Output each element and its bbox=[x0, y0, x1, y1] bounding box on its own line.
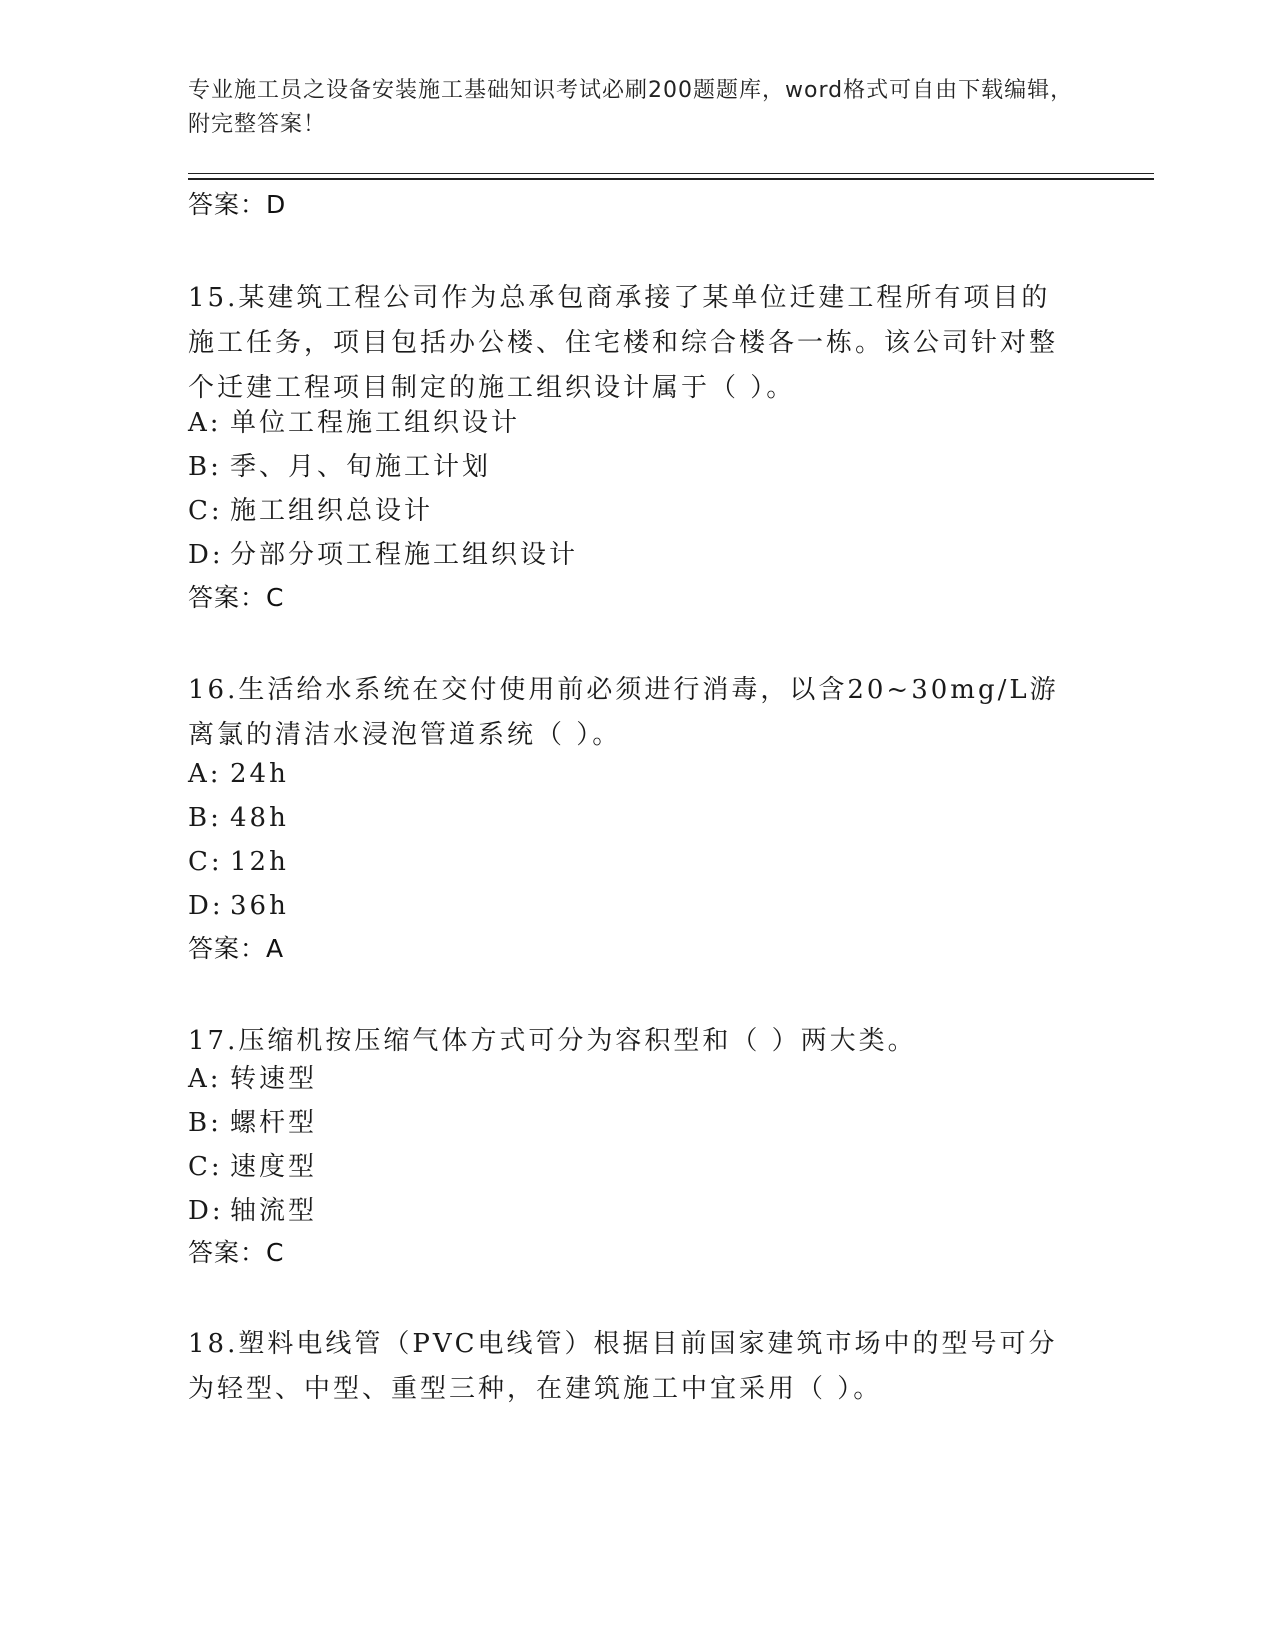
option-text: 36h bbox=[230, 891, 289, 921]
question-17: 17.压缩机按压缩气体方式可分为容积型和（ ）两大类。 bbox=[188, 1026, 917, 1056]
option-d bbox=[188, 889, 289, 923]
header-divider-bottom bbox=[188, 178, 1154, 180]
option-b bbox=[188, 801, 289, 835]
option-a bbox=[188, 1062, 317, 1096]
option-text: 24h bbox=[230, 759, 289, 789]
option-key: A: bbox=[188, 1064, 222, 1094]
answer-15: 答案：C bbox=[188, 583, 285, 612]
question-15: 15.某建筑工程公司作为总承包商承接了某单位迁建工程所有项目的施工任务，项目包括办公楼、住宅楼和综合楼各一栋。该公司针对整个迁建工程项目制定的施工组织设计属于（ ）。 bbox=[188, 283, 1059, 403]
option-key: D: bbox=[188, 540, 224, 570]
option-key: D: bbox=[188, 891, 224, 921]
option-text: 转速型 bbox=[230, 1064, 318, 1094]
question-16: 16.生活给水系统在交付使用前必须进行消毒，以含20~30mg/L游离氯的清洁水浸泡管道系统（ ）。 bbox=[188, 675, 1059, 750]
option-key: C: bbox=[188, 847, 223, 877]
option-text: 季、月、旬施工计划 bbox=[230, 452, 492, 482]
option-d bbox=[188, 1194, 317, 1228]
header-divider-top bbox=[188, 173, 1154, 174]
question-18: 18.塑料电线管（PVC电线管）根据目前国家建筑市场中的型号可分为轻型、中型、重型三种，在建筑施工中宜采用（ ）。 bbox=[188, 1329, 1058, 1404]
option-c bbox=[188, 1150, 317, 1184]
option-text: 12h bbox=[230, 847, 289, 877]
option-c bbox=[188, 845, 289, 879]
option-text: 螺杆型 bbox=[230, 1108, 318, 1138]
option-a bbox=[188, 757, 289, 791]
answer-16: 答案：A bbox=[188, 934, 285, 963]
option-key: B: bbox=[188, 803, 222, 833]
option-key: A: bbox=[188, 759, 222, 789]
option-c bbox=[188, 494, 433, 528]
option-text: 施工组织总设计 bbox=[230, 496, 434, 526]
option-key: A: bbox=[188, 408, 222, 438]
option-text: 分部分项工程施工组织设计 bbox=[230, 540, 579, 570]
option-b bbox=[188, 1106, 317, 1140]
option-key: B: bbox=[188, 1108, 222, 1138]
option-d bbox=[188, 538, 578, 572]
option-text: 单位工程施工组织设计 bbox=[230, 408, 521, 438]
option-key: C: bbox=[188, 496, 223, 526]
previous-answer: 答案：D bbox=[188, 190, 287, 219]
page-header: 专业施工员之设备安装施工基础知识考试必刷200题题库，word格式可自由下载编辑，附完整答案！ bbox=[188, 78, 1074, 137]
option-text: 轴流型 bbox=[230, 1196, 318, 1226]
option-key: D: bbox=[188, 1196, 224, 1226]
answer-17: 答案：C bbox=[188, 1238, 285, 1267]
option-key: C: bbox=[188, 1152, 223, 1182]
option-text: 48h bbox=[230, 803, 289, 833]
option-b bbox=[188, 450, 491, 484]
option-text: 速度型 bbox=[230, 1152, 318, 1182]
option-key: B: bbox=[188, 452, 222, 482]
option-a bbox=[188, 406, 520, 440]
